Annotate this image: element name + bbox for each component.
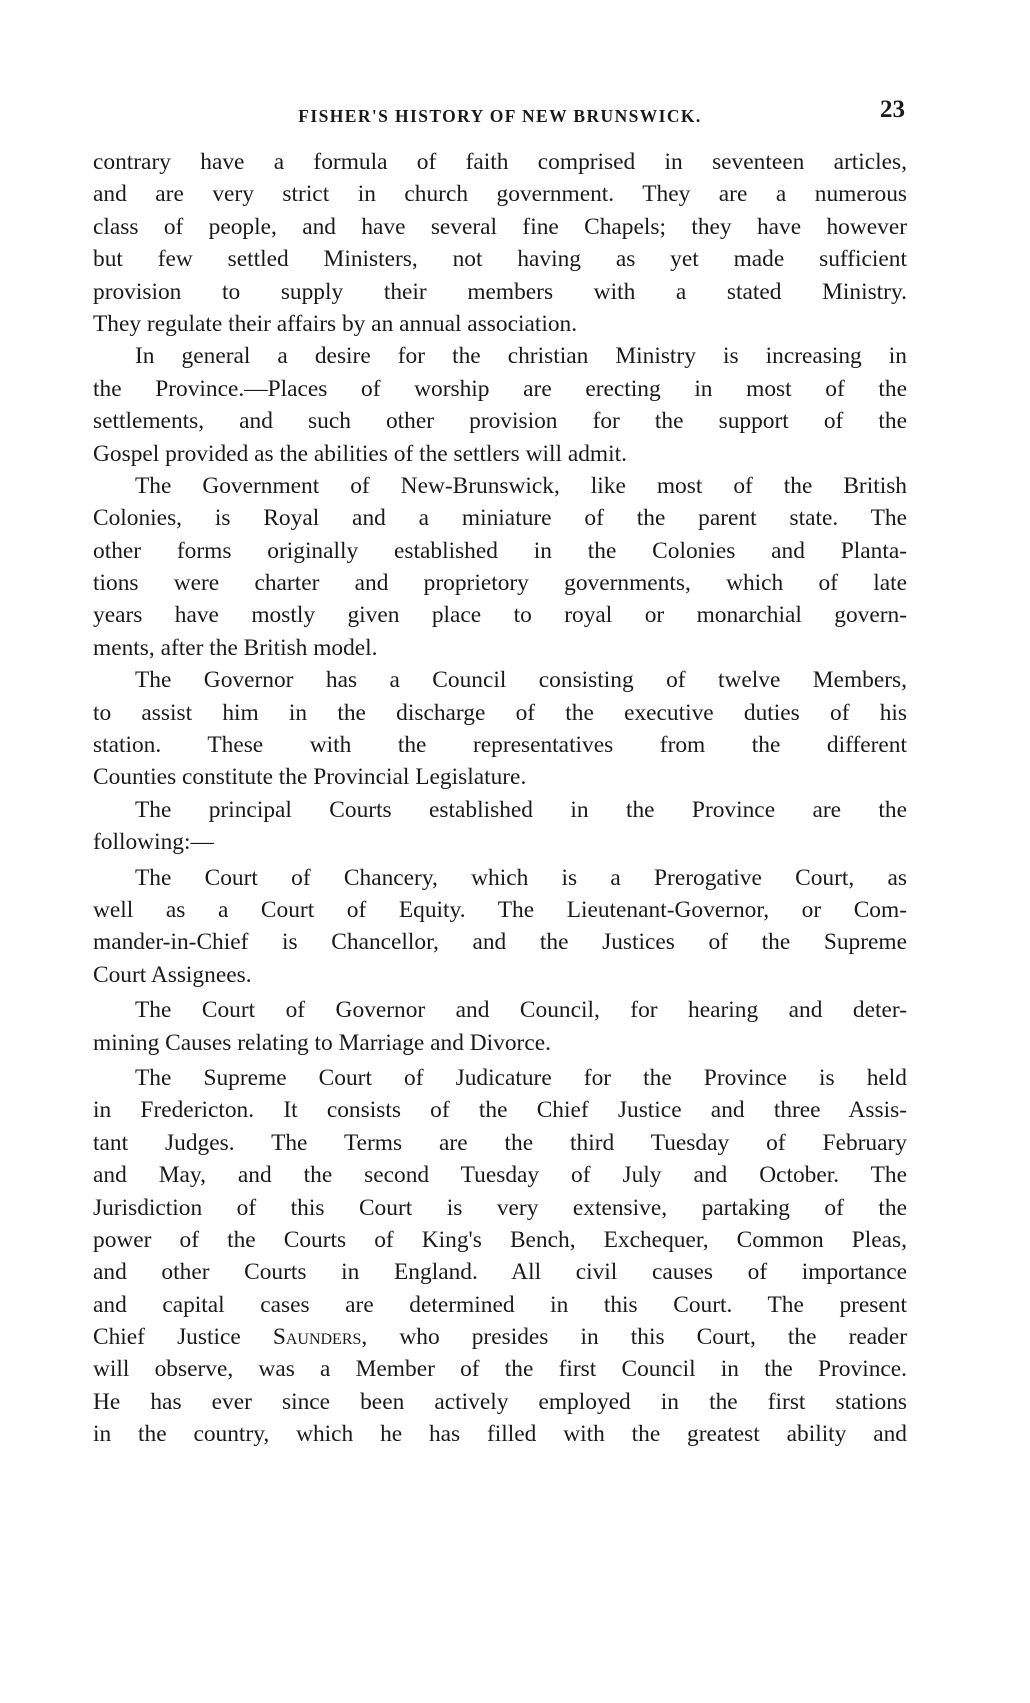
text-segment: Chief Justice (93, 1324, 273, 1351)
text-line: will observe, was a Member of the first Council in the Province. (93, 1356, 907, 1383)
text-line: and other Courts in England. All civil causes of importance (93, 1259, 907, 1286)
text-line: settlements, and such other provision for the support of the (93, 408, 907, 435)
text-line: Colonies, is Royal and a miniature of the parent state. The (93, 505, 907, 532)
paragraph (93, 862, 907, 992)
text-line: contrary have a formula of faith comprised in seventeen articles, (93, 149, 907, 175)
text-line: The Governor has a Council consisting of twelve Members, (135, 667, 907, 694)
running-head (93, 96, 907, 136)
text-line: Jurisdiction of this Court is very extensive, partaking of the (93, 1194, 907, 1221)
text-line: In general a desire for the christian Ministry is increasing in (135, 343, 907, 370)
text-line: ments, after the British model. (93, 634, 378, 661)
text-line: station. These with the representatives from the different (93, 732, 907, 759)
text-line: in the country, which he has filled with the greatest ability and (93, 1421, 907, 1448)
paragraph (93, 146, 907, 340)
text-line: in Fredericton. It consists of the Chief Justice and three Assis- (93, 1097, 907, 1124)
text-line: but few settled Ministers, not having as yet made sufficient (93, 246, 907, 273)
paragraph (93, 470, 907, 664)
name-small-caps: Saunders (272, 1324, 362, 1351)
text-line: years have mostly given place to royal or monarchial govern- (93, 602, 907, 629)
running-title: FISHER'S HISTORY OF NEW BRUNSWICK. (298, 106, 702, 126)
text-line: He has ever since been actively employed in the first stations (93, 1388, 907, 1415)
paragraph (93, 664, 907, 794)
text-line: provision to supply their members with a stated Ministry. (93, 278, 907, 305)
text-line: and capital cases are determined in this Court. The present (93, 1291, 907, 1318)
text-line: to assist him in the discharge of the executive duties of his (93, 699, 907, 726)
text-line: The principal Courts established in the Province are the (135, 796, 907, 823)
text-line: The Government of New-Brunswick, like most of the British (135, 472, 907, 499)
body-text (93, 146, 907, 1451)
paragraph (93, 1062, 907, 1451)
text-line: The Court of Governor and Council, for hearing and deter- (135, 997, 907, 1024)
text-segment: , who presides in this Court, the reader (361, 1324, 907, 1351)
text-line: and May, and the second Tuesday of July and October. The (93, 1162, 907, 1189)
paragraph (93, 994, 907, 1059)
text-line: the Province.—Places of worship are erecting in most of the (93, 375, 907, 402)
text-line: Court Assignees. (93, 961, 252, 988)
paragraph (93, 340, 907, 470)
text-line: Gospel provided as the abilities of the settlers will admit. (93, 440, 627, 467)
text-line: They regulate their affairs by an annual association. (93, 310, 578, 337)
text-line: other forms originally established in the Colonies and Planta- (93, 537, 907, 564)
text-line: and are very strict in church government. They are a numerous (93, 181, 907, 208)
paragraph (93, 794, 907, 859)
text-line: well as a Court of Equity. The Lieutenant-Governor, or Com- (93, 896, 907, 923)
text-line: The Supreme Court of Judicature for the Province is held (135, 1064, 907, 1091)
text-line: Counties constitute the Provincial Legislature. (93, 764, 527, 791)
text-line: tions were charter and proprietory governments, which of late (93, 570, 907, 597)
text-line: mining Causes relating to Marriage and Divorce. (93, 1029, 551, 1056)
text-line: power of the Courts of King's Bench, Exchequer, Common Pleas, (93, 1226, 907, 1253)
text-line: following:— (93, 829, 214, 856)
text-line: tant Judges. The Terms are the third Tuesday of February (93, 1129, 907, 1156)
text-line: mander-in-Chief is Chancellor, and the Justices of the Supreme (93, 929, 907, 956)
text-line: The Court of Chancery, which is a Prerogative Court, as (135, 864, 907, 891)
text-line: class of people, and have several fine Chapels; they have however (93, 213, 907, 240)
page-number: 23 (880, 96, 905, 123)
text-line (93, 1321, 907, 1353)
